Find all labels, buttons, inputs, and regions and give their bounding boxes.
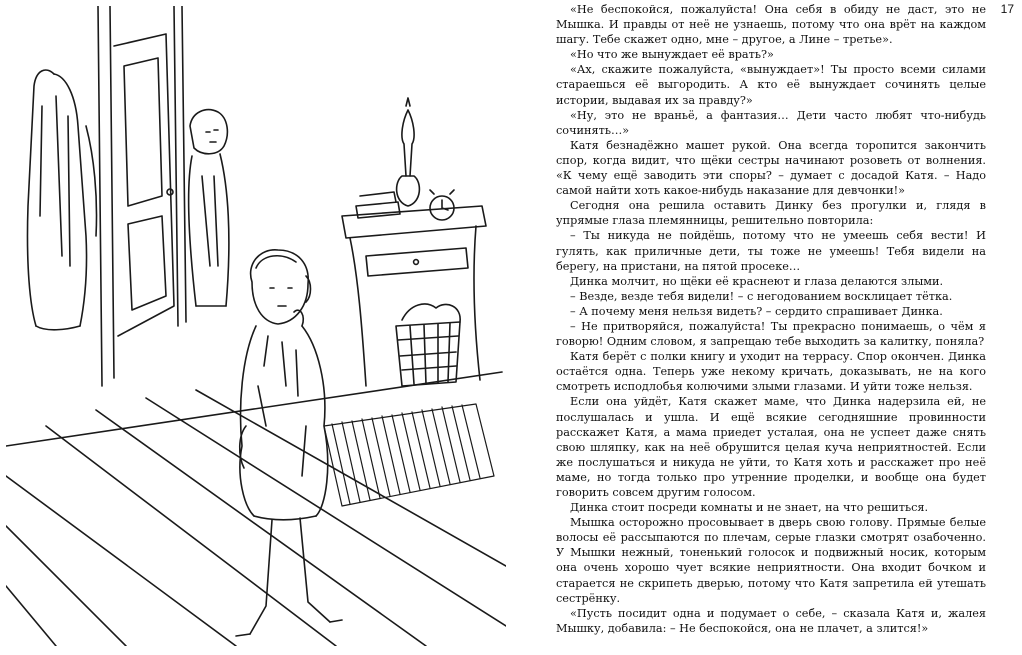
paragraph: Динка молчит, но щёки её краснеют и глаза делаются злыми. (570, 274, 944, 288)
paragraph: Сегодня она решила оставить Динку без прогулки и, глядя в упрямые глаза племянницы, решительно повторила: (556, 199, 986, 228)
text-column (556, 2, 986, 636)
paragraph: «Но что же вынуждает её врать?» (570, 48, 774, 62)
paragraph: – Везде, везде тебя видели! – с негодованием восклицает тётка. (570, 289, 953, 303)
paragraph: «Пусть посидит одна и подумает о себе, – сказала Катя и, жалея Мышку, добавила: – Не беспокойся, она не плачет, а злится!» (556, 606, 986, 635)
page-number: 17 (1000, 2, 1014, 16)
paragraph: Катя берёт с полки книгу и уходит на террасу. Спор окончен. Динка остаётся одна. Теперь уже некому кричать, доказывать, не на кого смотреть исподлобья колючими злыми глазами. И уйти тоже нельзя. (556, 350, 986, 394)
girl-in-doorway (189, 110, 229, 306)
paragraph: «Ах, скажите пожалуйста, «вынуждает»! Ты просто всеми силами стараешься её выгородить. А кто её вынуждает сочинять целые истории, выдавая их за правду?» (556, 63, 986, 107)
striped-rug (324, 404, 494, 506)
ink-drawing (6, 6, 506, 646)
basket (396, 304, 460, 386)
alarm-clock (430, 190, 454, 220)
paragraph: «Не беспокойся, пожалуйста! Она себя в обиду не даст, это не Мышка. И правды от неё не узнаешь, потому что она врёт на каждом шагу. Тебе скажет одно, мне – другое, а Лине – третье». (556, 3, 986, 47)
illustration (6, 6, 506, 646)
paragraph: – Ты никуда не пойдёшь, потому что не умеешь себя вести! И гулять, как приличные дети, ты тоже не умеешь! Тебя видели на берегу, на пристани, на пятой просеке… (556, 229, 986, 273)
paragraph: – Не притворяйся, пожалуйста! Ты прекрасно понимаешь, о чём я говорю! Одним словом, я запрещаю тебе выходить за калитку, поняла? (556, 319, 986, 349)
hanging-coat (27, 70, 96, 330)
paragraph: Если она уйдёт, Катя скажет маме, что Динка надерзила ей, не послушалась и ушла. И ещё всякие сегодняшние провинности расскажет Катя, а мама приедет усталая, она не успеет даже снять свою шляпку, как на неё обрушится целая куча неприятностей. Если же послушаться и никуда не уйти, то Катя хоть и расскажет про неё маме, но тогда только про утренние проделки, и вообще она будет говорить совсем другим голосом. (556, 395, 986, 499)
paragraph: Динка стоит посреди комнаты и не знает, на что решиться. (570, 501, 929, 515)
paragraph: Катя безнадёжно машет рукой. Она всегда торопится закончить спор, когда видит, что щёки сестры начинают розоветь от волнения. «К чему ещё заводить эти споры? – думает с досадой Катя. – Надо самой найти хоть какое-нибудь наказание для девчонки!» (556, 138, 986, 198)
side-table (342, 206, 486, 386)
paragraph: – А почему меня нельзя видеть? – сердито спрашивает Динка. (570, 304, 943, 318)
paragraph: Мышка осторожно просовывает в дверь свою голову. Прямые белые волосы её рассыпаются по плечам, серые глазки смотрят озабоченно. У Мышки нежный, тоненький голосок и подвижный носик, которым она очень хорошо чует всякие неприятности. Она входит бочком и старается не скрипеть дверью, потому что Катя запретила ей утешать сестрёнку. (556, 516, 986, 605)
floor-planks (6, 372, 506, 646)
door (98, 6, 186, 386)
oil-lamp (397, 98, 420, 206)
paragraph: «Ну, это не враньё, а фантазия… Дети часто любят что-нибудь сочинять…» (556, 108, 986, 137)
